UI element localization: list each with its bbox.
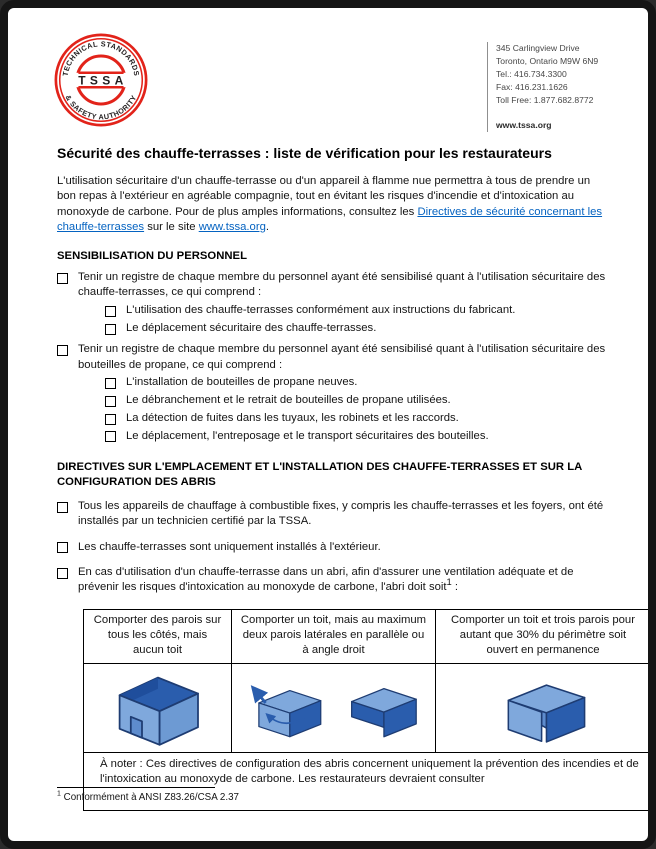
checkbox[interactable] [57,542,68,553]
checklist-item [57,565,606,596]
section-heading-awareness: SENSIBILISATION DU PERSONNEL [57,250,247,263]
document-body [57,144,639,811]
checklist-item-text: Les chauffe-terrasses sont uniquement installés à l'extérieur. [78,540,381,553]
walls-no-roof-diagram-icon [102,668,214,748]
checklist-item-text: L'utilisation des chauffe-terrasses conformément aux instructions du fabricant. [126,304,516,317]
checkbox[interactable] [105,324,116,335]
checklist-item-text: Tous les appareils de chauffage à combustible fixes, y compris les chauffe-terrasses et les foyers, ont été installés par un technicien certifié par la TSSA. [78,500,604,528]
tssa-logo [53,32,149,128]
intro-text: . [265,220,270,233]
checklist-item [57,499,606,530]
address-line: Fax: 416.231.1626 [496,82,568,92]
checklist-group-propane [57,342,606,444]
checkbox[interactable] [57,502,68,513]
checklist-subitem [105,303,606,318]
address-line: Toronto, Ontario M9W 6N9 [496,56,599,66]
checkbox[interactable] [57,568,68,579]
checkbox[interactable] [105,378,116,389]
checklist-subitem [105,375,606,390]
website-text: www.tssa.org [496,120,552,130]
address-line: Tel.: 416.734.3300 [496,69,567,79]
checklist-item-text: L'installation de bouteilles de propane neuves. [126,376,358,389]
logo-center-text: TSSA [78,73,128,88]
checklist-item-text-part: En cas d'utilisation d'un chauffe-terrasse dans un abri, afin d'assurer une ventilation adéquate et de prévenir les risques d'intoxication au monoxyde de carbone, l'abri doit soit [78,566,574,594]
table-note-cell: À noter : Ces directives de configuration des abris concernent uniquement la prévention des incendies et de l'intoxication au monoxyde de carbone. Les restaurateurs devraient consulter [84,752,651,810]
footnote-divider [57,787,215,788]
checklist-item-text: Tenir un registre de chaque membre du personnel ayant été sensibilisé quant à l'utilisation sécuritaire des bouteilles de propane, ce qui comprend : [78,343,606,371]
diagram-cell [436,663,651,752]
roof-two-walls-right-angle-diagram-icon [242,668,332,748]
checklist-subitem [105,321,606,336]
roof-two-parallel-walls-diagram-icon [337,668,425,748]
footnote-body: Conformément à ANSI Z83.26/CSA 2.37 [60,792,239,803]
table-header-cell: Comporter un toit et trois parois pour autant que 30% du périmètre soit ouvert en permanence [436,609,651,663]
checklist-item-text: Le débranchement et le retrait de bouteilles de propane utilisées. [126,394,451,407]
tssa-website-link[interactable]: www.tssa.org [198,220,266,233]
table-diagram-row [84,663,651,752]
intro-text: sur le site [144,220,199,233]
footnote-marker: 1 [57,790,61,798]
shelter-configuration-table [83,609,651,811]
checklist-subitem [105,429,606,444]
address-line: Toll Free: 1.877.682.8772 [496,95,594,105]
checkbox[interactable] [105,306,116,317]
checklist-item-text: La détection de fuites dans les tuyaux, les robinets et les raccords. [126,412,459,425]
checklist-item-text: Le déplacement, l'entreposage et le transport sécuritaires des bouteilles. [126,429,489,442]
diagram-cell [232,663,436,752]
table-header-cell: Comporter un toit, mais au maximum deux parois latérales en parallèle ou à angle droit [232,609,436,663]
checkbox[interactable] [57,345,68,356]
checklist-item-text: Tenir un registre de chaque membre du personnel ayant été sensibilisé quant à l'utilisation sécuritaire des chauffe-terrasses, ce qui comprend : [78,271,606,299]
checklist-item-text-part: : [451,581,459,594]
address-line: 345 Carlingview Drive [496,43,580,53]
diagram-cell [84,663,232,752]
intro-paragraph [57,174,606,235]
checklist-group-heaters [57,270,606,336]
page-title: Sécurité des chauffe-terrasses : liste de vérification pour les restaurateurs [57,145,552,161]
guidelines-link[interactable]: Directives de sécurité concernant les chauffe-terrasses [57,205,603,233]
logo-arc-bottom-text: & SAFETY AUTHORITY [63,93,139,122]
intro-text: L'utilisation sécuritaire d'un chauffe-terrasse ou d'un appareil à flamme nue permettra à tous de prendre un bon repas à l'extérieur en agréable compagnie, tout en évitant les risques d'incendie et d'intoxication au monoxyde de carbone. Pour de plus amples informations, consultez les [57,175,591,218]
address-block [487,42,646,132]
checklist-subitem [105,393,606,408]
footnote-reference: 1 [446,576,452,588]
logo-arc-top-text: TECHNICAL STANDARDS [60,39,142,77]
checklist-item [57,270,606,301]
section-heading-directives: DIRECTIVES SUR L'EMPLACEMENT ET L'INSTALLATION DES CHAUFFE-TERRASSES ET SUR LA CONFIGURATION DES ABRIS [57,461,582,489]
checkbox[interactable] [57,273,68,284]
checklist-item [57,540,606,555]
checklist-item-text [78,565,606,596]
roof-three-walls-diagram-icon [491,669,595,747]
checklist-item [57,342,606,373]
checkbox[interactable] [105,431,116,442]
table-header-cell: Comporter des parois sur tous les côtés, mais aucun toit [84,609,232,663]
checkbox[interactable] [105,396,116,407]
checklist-item-text: Le déplacement sécuritaire des chauffe-terrasses. [126,322,377,335]
footnote [57,787,605,804]
footnote-text [57,792,605,804]
table-header-row [84,609,651,663]
checkbox[interactable] [105,414,116,425]
checklist-subitem [105,411,606,426]
